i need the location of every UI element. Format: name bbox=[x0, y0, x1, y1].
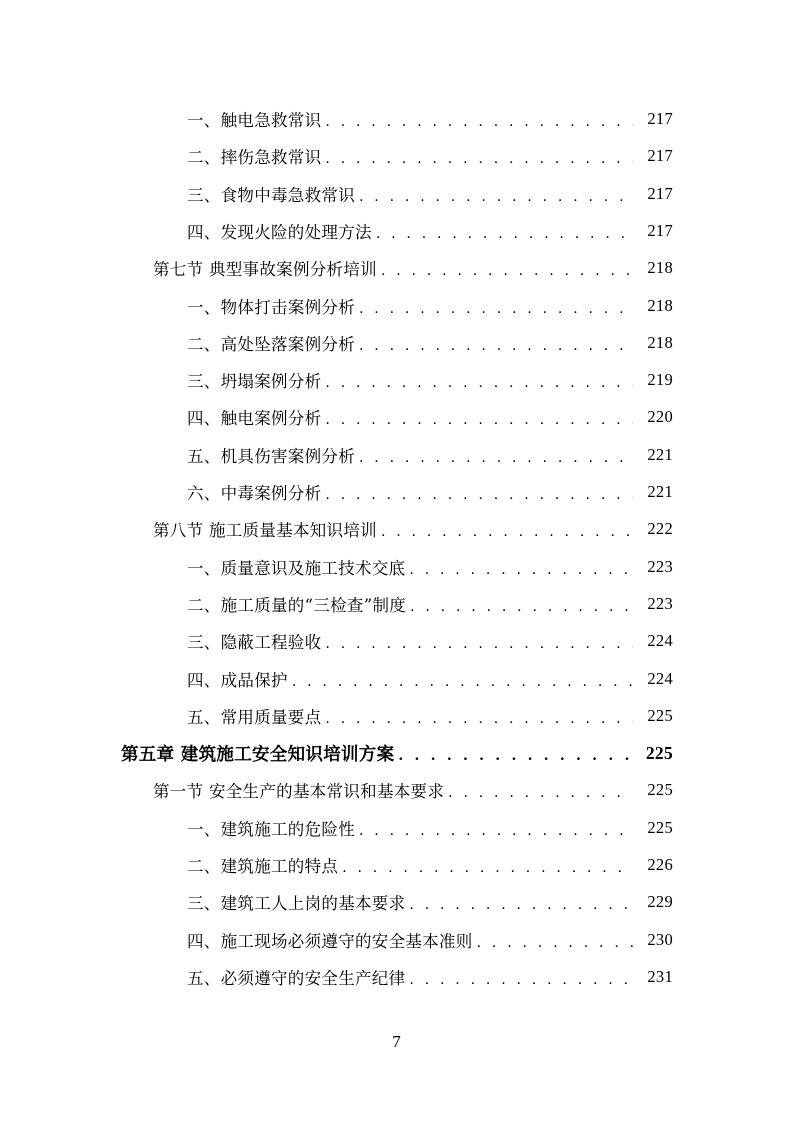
toc-entry-title: 一、触电急救常识 bbox=[187, 111, 322, 130]
toc-entry[interactable] bbox=[187, 698, 673, 734]
dot-leader bbox=[376, 220, 633, 242]
toc-entry-title: 二、摔伤急救常识 bbox=[187, 148, 322, 168]
toc-entry-page: 230 bbox=[647, 929, 673, 949]
toc-entry-page: 218 bbox=[647, 295, 673, 315]
toc-entry-title: 第七节 典型事故案例分析培训 bbox=[153, 260, 377, 280]
dot-leader bbox=[325, 369, 633, 391]
toc-entry-title: 三、坍塌案例分析 bbox=[187, 372, 322, 392]
toc-entry-title: 二、高处坠落案例分析 bbox=[187, 334, 355, 354]
dot-leader bbox=[359, 817, 633, 839]
toc-entry-page: 226 bbox=[647, 855, 673, 874]
toc-entry-title: 二、施工质量的“三检查”制度 bbox=[187, 595, 407, 615]
toc-entry-title: 二、建筑施工的特点 bbox=[187, 857, 339, 876]
toc-entry-title: 一、质量意识及施工技术交底 bbox=[187, 558, 406, 578]
toc-entry[interactable] bbox=[187, 138, 673, 174]
toc-entry-title: 一、物体打击案例分析 bbox=[187, 297, 355, 317]
toc-entry-page: 217 bbox=[647, 146, 673, 166]
toc-entry-title: 六、中毒案例分析 bbox=[187, 484, 322, 503]
dot-leader bbox=[325, 145, 633, 167]
toc-entry[interactable] bbox=[187, 437, 673, 473]
toc-entry-page: 218 bbox=[647, 332, 673, 352]
dot-leader bbox=[448, 779, 633, 801]
toc-entry[interactable] bbox=[187, 884, 673, 920]
dot-leader bbox=[325, 481, 633, 503]
dot-leader bbox=[325, 406, 633, 428]
toc-entry[interactable] bbox=[187, 213, 673, 249]
toc-entry-page: 221 bbox=[647, 444, 673, 464]
toc-entry[interactable] bbox=[187, 101, 673, 137]
toc-section-entry[interactable] bbox=[153, 511, 673, 547]
toc-entry-page: 220 bbox=[647, 407, 673, 427]
toc-entry-page: 223 bbox=[647, 593, 673, 613]
dot-leader bbox=[359, 332, 633, 354]
dot-leader bbox=[409, 556, 633, 578]
toc-entry[interactable] bbox=[187, 288, 673, 324]
toc-chapter-entry[interactable] bbox=[121, 735, 673, 771]
dot-leader bbox=[292, 668, 633, 690]
toc-entry[interactable] bbox=[187, 325, 673, 361]
toc-entry[interactable] bbox=[187, 474, 673, 510]
toc-entry-title: 三、隐蔽工程验收 bbox=[187, 633, 322, 653]
toc-entry-title: 四、发现火险的处理方法 bbox=[187, 222, 372, 242]
toc-section-entry[interactable] bbox=[153, 772, 673, 808]
toc-entry-title: 四、触电案例分析 bbox=[187, 409, 322, 429]
toc-entry[interactable] bbox=[187, 176, 673, 212]
toc-entry[interactable] bbox=[187, 959, 673, 995]
dot-leader bbox=[409, 891, 633, 913]
toc-entry-title: 一、建筑施工的危险性 bbox=[187, 819, 355, 839]
toc-entry-title: 四、成品保护 bbox=[187, 670, 288, 690]
dot-leader bbox=[359, 444, 633, 466]
toc-entry[interactable] bbox=[187, 623, 673, 659]
dot-leader bbox=[477, 929, 633, 951]
toc-entry-title: 第一节 安全生产的基本常识和基本要求 bbox=[153, 782, 445, 802]
toc-entry[interactable] bbox=[187, 661, 673, 697]
toc-entry-page: 223 bbox=[647, 556, 673, 576]
dot-leader bbox=[325, 108, 633, 130]
dot-leader bbox=[381, 518, 633, 540]
dot-leader bbox=[381, 257, 633, 279]
toc-entry-page: 224 bbox=[647, 631, 673, 651]
toc-entry[interactable] bbox=[187, 847, 673, 883]
toc-entry-page: 225 bbox=[647, 817, 673, 837]
toc-entry-title: 第八节 施工质量基本知识培训 bbox=[153, 521, 377, 541]
toc-entry-page: 225 bbox=[645, 742, 673, 763]
toc-entry-page: 224 bbox=[647, 668, 673, 688]
toc-entry[interactable] bbox=[187, 922, 673, 958]
toc-entry-page: 218 bbox=[647, 258, 673, 278]
toc-section-entry[interactable] bbox=[153, 250, 673, 286]
toc-entry-page: 217 bbox=[647, 183, 673, 203]
dot-leader bbox=[342, 854, 633, 876]
dot-leader bbox=[398, 742, 633, 764]
toc-entry-title: 第五章 建筑施工安全知识培训方案 bbox=[121, 744, 395, 765]
toc-entry-page: 217 bbox=[647, 220, 673, 240]
toc-entry-title: 五、必须遵守的安全生产纪律 bbox=[187, 968, 406, 988]
page-number: 7 bbox=[392, 1032, 401, 1051]
toc-entry[interactable] bbox=[187, 362, 673, 398]
toc-entry[interactable] bbox=[187, 399, 673, 435]
dot-leader bbox=[409, 966, 633, 988]
toc-entry[interactable] bbox=[187, 586, 673, 622]
dot-leader bbox=[410, 593, 633, 615]
dot-leader bbox=[359, 183, 633, 205]
toc-entry-page: 229 bbox=[647, 892, 673, 912]
toc-entry-page: 217 bbox=[647, 109, 673, 128]
toc-entry-page: 225 bbox=[647, 705, 673, 725]
toc-entry-page: 219 bbox=[647, 370, 673, 390]
dot-leader bbox=[359, 295, 633, 317]
toc-entry-title: 四、施工现场必须遵守的安全基本准则 bbox=[187, 931, 473, 951]
toc-entry[interactable] bbox=[187, 549, 673, 585]
toc-entry-title: 三、建筑工人上岗的基本要求 bbox=[187, 894, 406, 914]
toc-entry-page: 221 bbox=[647, 482, 673, 501]
toc-entry-title: 五、常用质量要点 bbox=[187, 707, 322, 727]
toc-entry-title: 五、机具伤害案例分析 bbox=[187, 446, 355, 466]
dot-leader bbox=[325, 705, 633, 727]
toc-entry-page: 222 bbox=[647, 519, 673, 539]
toc-entry-page: 231 bbox=[647, 966, 673, 986]
toc-entry[interactable] bbox=[187, 810, 673, 846]
toc-entry-title: 三、食物中毒急救常识 bbox=[187, 185, 355, 205]
dot-leader bbox=[325, 630, 633, 652]
toc-entry-page: 225 bbox=[647, 780, 673, 800]
